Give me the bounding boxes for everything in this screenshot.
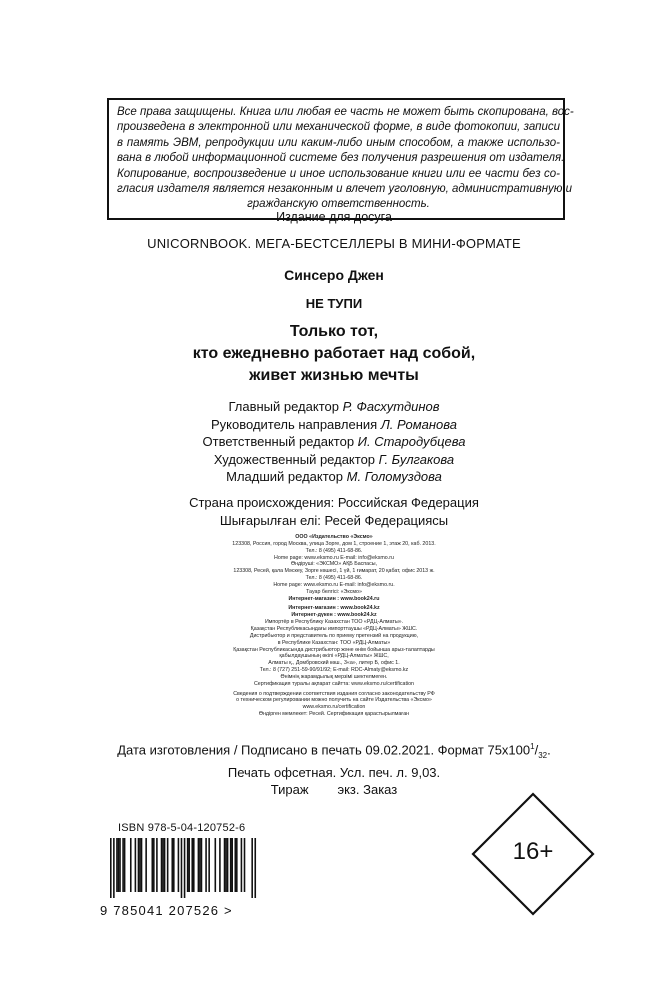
editor-name: Р. Фасхутдинов [342,399,440,414]
barcode-digits: 9 785041 207526 > [100,903,233,918]
barcode-bar [219,838,221,892]
barcode-bar [254,838,256,898]
imprint-line: www.eksmo.ru/certification [302,704,366,711]
barcode-bar [215,838,217,892]
subtitle-line: живет жизнью мечты [249,367,419,384]
barcode-bar [188,838,190,892]
copyright-line: гражданскую ответственность. [247,198,430,211]
imprint-line: Тел.: 8 (495) 411-68-86. [305,575,363,582]
imprint-line: Өнімнің жарамдылық мерзімі шектелмеген. [280,673,388,680]
imprint-line: Сертификация туралы ақпарат сайтта: www.eksmo.ru/certification [253,680,415,687]
subtitle-line: Только тот, [289,323,379,340]
editor-line [0,416,668,434]
imprint-line: 123308, Ресей, қала Мәскеу, Зорге көшесі, 1 үй, 1 ғимарат, 20 қабат, офис 2013 ж. [233,568,435,575]
age-rating-label: 16+ [512,838,554,865]
barcode-bar [208,838,210,892]
editor-role: Младший редактор [226,469,344,484]
barcode-bar [116,838,118,892]
barcode-bar [124,838,126,892]
production-line-2: Печать офсетная. Усл. печ. л. 9,03. [227,764,441,780]
edition-type: Издание для досуга [276,210,392,224]
editor-role: Ответственный редактор [202,434,355,449]
origin-ru: Страна происхождения: Российская Федерация [189,495,479,510]
barcode-bar [193,838,195,892]
copyright-line: гласия издателя является незаконным и влечет уголовную, административную и [117,183,573,196]
barcode-bar [162,838,164,892]
imprint-line: 123308, Россия, город Москва, улица Зорге, дом 1, строение 1, этаж 20, каб. 2013. [232,540,436,547]
author-name: Синсеро Джен [284,267,384,283]
barcode-bar [231,838,233,892]
copyright-line: произведена в электронной или механической форме, в виде фотокопии, записи [117,121,560,134]
barcode-bar [167,838,169,892]
barcode-bar [122,838,124,892]
barcode-bar [198,838,200,892]
imprint-line: Сведения о подтверждении соответствия издания согласно законодательству РФ [233,690,435,697]
barcode-bar [151,838,153,892]
format-slash: / [534,742,539,758]
barcode-bar [187,838,189,892]
production-line-3: Тираж экз. Заказ [270,781,398,797]
copyright-line: в память ЭВМ, репродукции или каким-либо иным способом, а также использо- [117,136,560,149]
imprint-line: Өндірген мемлекет: Ресей. Сертификация қарастырылмаған [258,711,410,718]
editor-name: М. Голомуздова [346,469,442,484]
barcode-bar [118,838,120,892]
series-name: UNICORNBOOK. МЕГА-БЕСТСЕЛЛЕРЫ В МИНИ-ФОРМАТЕ [147,236,521,251]
barcode-bar [141,838,143,892]
editor-line [0,398,668,416]
age-rating-badge [471,792,595,916]
imprint-line: Интернет-магазин : www.book24.ru [288,595,380,602]
barcode-bar [178,838,180,892]
imprint-line: в Республике Казахстан: ТОО «РДЦ-Алматы» [277,639,391,646]
barcode-bar [135,838,137,892]
barcode-bar [110,838,112,898]
production-line-end: . [547,742,551,758]
barcode-bar [224,838,226,892]
imprint-line: Қазақстан Республикасында дистрибьютор және өнім бойынша арыз-талаптарды [233,646,435,653]
barcode-bar [171,838,173,892]
barcode-bar [113,838,115,898]
imprint-line: о техническом регулировании можно получить на сайте Издательства «Эксмо» [236,697,432,704]
imprint-line: Қазақстан Республикасындағы импорттаушы «РДЦ-Алматы» ЖШС. [250,625,418,632]
imprint-line: Интернет-магазин : www.book24.kz [288,605,380,612]
imprint-line: Импортёр в Республику Казахстан ТОО «РДЦ-Алматы». [264,619,404,626]
production-date-format: Дата изготовления / Подписано в печать 09.02.2021. Формат 75x100 [117,742,531,758]
barcode-bar [156,838,158,892]
copyright-line: Все права защищены. Книга или любая ее часть не может быть скопирована, вос- [117,106,574,118]
editor-role: Главный редактор [228,399,339,414]
imprint-line: ООО «Издательство «Эксмо» [295,534,373,540]
book-subtitle [0,321,668,387]
barcode-bar [184,838,186,898]
editor-line [0,468,668,486]
barcode-bar [138,838,140,892]
barcode-bar [201,838,203,892]
book-title: НЕ ТУПИ [305,296,363,311]
origin-kz: Шығарылған елі: Ресей Федерациясы [219,512,449,528]
isbn-number: ISBN 978-5-04-120752-6 [118,822,246,834]
imprint-line: Тауар белгісі: «Эксмо» [306,588,362,595]
barcode-bar [225,838,227,892]
barcode-image [104,838,258,898]
barcode-bar [161,838,163,892]
barcode-bar [227,838,229,892]
imprint-line: Home page: www.eksmo.ru E-mail: info@eksmo.ru. [273,581,395,588]
barcode-bar [139,838,141,892]
imprint-line: қабылдаушының өкілі «РДЦ-Алматы» ЖШС, [279,653,389,660]
format-denominator: 32 [538,750,548,760]
editor-name: Л. Романова [380,416,457,432]
subtitle-line: кто ежедневно работает над собой, [192,345,476,362]
barcode-bar [199,838,201,892]
barcode-bar [251,838,253,898]
imprint-line: Өндіруші: «ЭКСМО» АҚБ Баспасы, [290,561,378,568]
copyright-line: Копирование, воспроизведение и иное использование книги или ее части без со- [117,167,560,180]
imprint-line: Алматы қ., Домбровский көш., 3«а», литер Б, офис 1. [268,660,400,667]
editor-role: Художественный редактор [213,451,376,467]
imprint-line: Тел.: 8 (495) 411-68-86. [305,547,363,554]
barcode-bar [230,838,232,892]
barcode-bar [130,838,132,892]
production-info [0,738,668,798]
imprint-line: Интернет-дүкен : www.book24.kz [291,612,377,619]
copyright-notice [107,98,574,220]
barcode-bar [191,838,193,892]
imprint-line: Home page: www.eksmo.ru E-mail: info@eksmo.ru [274,554,394,561]
country-of-origin [0,494,668,529]
barcode-bar [205,838,207,892]
editor-line [0,433,668,451]
barcode-bar [236,838,238,892]
editor-line [0,451,668,469]
editor-role: Руководитель направления [211,416,378,432]
editor-name: И. Стародубцева [357,434,466,449]
barcode-bar [244,838,246,892]
barcode-bar [241,838,243,892]
barcode-bar [234,838,236,892]
production-line-1 [0,738,668,764]
barcode-bar [164,838,166,892]
editors-list [0,398,668,486]
barcode-bar [119,838,121,892]
format-numerator: 1 [530,742,535,751]
publisher-imprint [0,534,668,718]
editor-name: Г. Булгакова [378,451,455,467]
barcode-bar [181,838,183,898]
imprint-line: Дистрибьютор и представитель по приему претензий на продукцию, [249,632,419,639]
imprint-line: Тел.: 8 (727) 251-59-90/91/92; E-mail: RDC-Almaty@eksmo.kz [259,667,409,674]
barcode-bar [145,838,147,892]
barcode-bar [153,838,155,892]
copyright-line: вана в любой информационной системе без получения разрешения от издателя. [117,152,565,165]
barcode-bar [173,838,175,892]
